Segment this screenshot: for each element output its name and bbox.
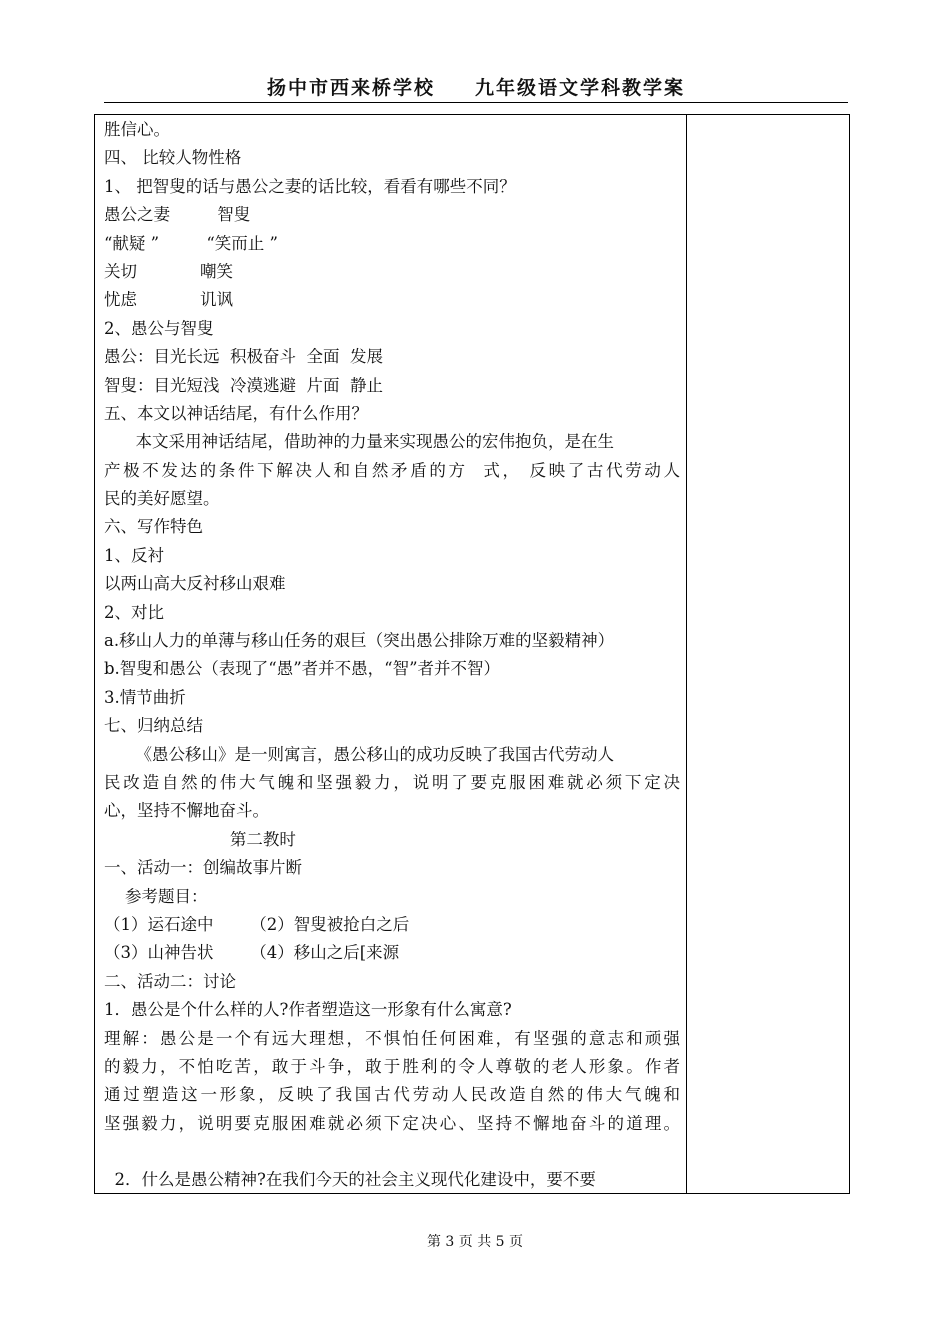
text-line: 2、愚公与智叟 <box>104 318 214 338</box>
page-header <box>104 74 848 103</box>
text-line: 产极不发达的条件下解决人和自然矛盾的方 式， 反映了古代劳动人 <box>104 460 680 480</box>
text-line: 胜信心。 <box>104 120 170 139</box>
text-line: 《愚公移山》是一则寓言，愚公移山的成功反映了我国古代劳动人 <box>104 744 614 764</box>
text-line: “献疑 ” “笑而止 ” <box>104 233 278 253</box>
text-line: 以两山高大反衬移山艰难 <box>104 574 286 594</box>
text-line: 2．什么是愚公精神?在我们今天的社会主义现代化建设中，要不要 <box>104 1170 596 1190</box>
text-line: 民改造自然的伟大气魄和坚强毅力，说明了要克服困难就必须下定决 <box>104 772 680 792</box>
text-line: 1、反衬 <box>104 545 164 565</box>
text-line: b.智叟和愚公（表现了“愚”者并不愚，“智”者并不智） <box>104 659 501 679</box>
text-line: 坚强毅力，说明要克服困难就必须下定决心、坚持不懈地奋斗的道理。 <box>104 1113 680 1133</box>
text-line: 愚公之妻 智叟 <box>104 205 251 225</box>
lesson-content <box>104 116 680 1194</box>
text-line: 2、对比 <box>104 602 164 622</box>
text-line: 3.情节曲折 <box>104 687 186 707</box>
section-heading: 五、本文以神话结尾，有什么作用？ <box>104 403 368 423</box>
text-line: （3）山神告状 （4）移山之后[来源 <box>104 943 400 963</box>
header-school: 扬中市西来桥学校 <box>266 77 435 99</box>
section-heading: 二、活动二：讨论 <box>104 971 236 991</box>
text-line: 通过塑造这一形象，反映了我国古代劳动人民改造自然的伟大气魄和 <box>104 1085 680 1105</box>
text-line: 民的美好愿望。 <box>104 489 220 509</box>
text-line: 本文采用神话结尾，借助神的力量来实现愚公的宏伟抱负，是在生 <box>104 432 614 452</box>
text-line: 参考题目： <box>104 886 208 906</box>
text-line: 1、 把智叟的话与愚公之妻的话比较，看看有哪些不同？ <box>104 176 516 196</box>
section-heading: 六、写作特色 <box>104 517 203 537</box>
blank-line <box>104 1138 680 1166</box>
text-line: 的毅力，不怕吃苦，敢于斗争，敢于胜利的令人尊敬的老人形象。作者 <box>104 1056 680 1076</box>
section-heading: 七、归纳总结 <box>104 716 203 736</box>
page-footer: 第 3 页 共 5 页 <box>426 1234 524 1250</box>
text-line: 智叟：目光短浅 冷漠逃避 片面 静止 <box>104 375 383 395</box>
text-line: 愚公：目光长远 积极奋斗 全面 发展 <box>104 347 383 367</box>
text-line: 心，坚持不懈地奋斗。 <box>104 801 269 821</box>
lesson-subtitle: 第二教时 <box>104 829 296 849</box>
text-line: （1）运石途中 （2）智叟被抢白之后 <box>104 914 410 934</box>
section-heading: 一、活动一：创编故事片断 <box>104 858 302 878</box>
text-line: 1．愚公是个什么样的人?作者塑造这一形象有什么寓意? <box>104 1000 512 1020</box>
text-line: 忧虑 讥讽 <box>104 290 233 310</box>
text-line: 理解：愚公是一个有远大理想，不惧怕任何困难，有坚强的意志和顽强 <box>104 1028 680 1048</box>
header-subject: 九年级语文学科教学案 <box>475 77 686 99</box>
text-line: 关切 嘲笑 <box>104 261 233 281</box>
text-line: a.移山人力的单薄与移山任务的艰巨（突出愚公排除万难的坚毅精神） <box>104 631 615 651</box>
column-divider <box>686 115 687 1193</box>
section-heading: 四、 比较人物性格 <box>104 148 242 168</box>
